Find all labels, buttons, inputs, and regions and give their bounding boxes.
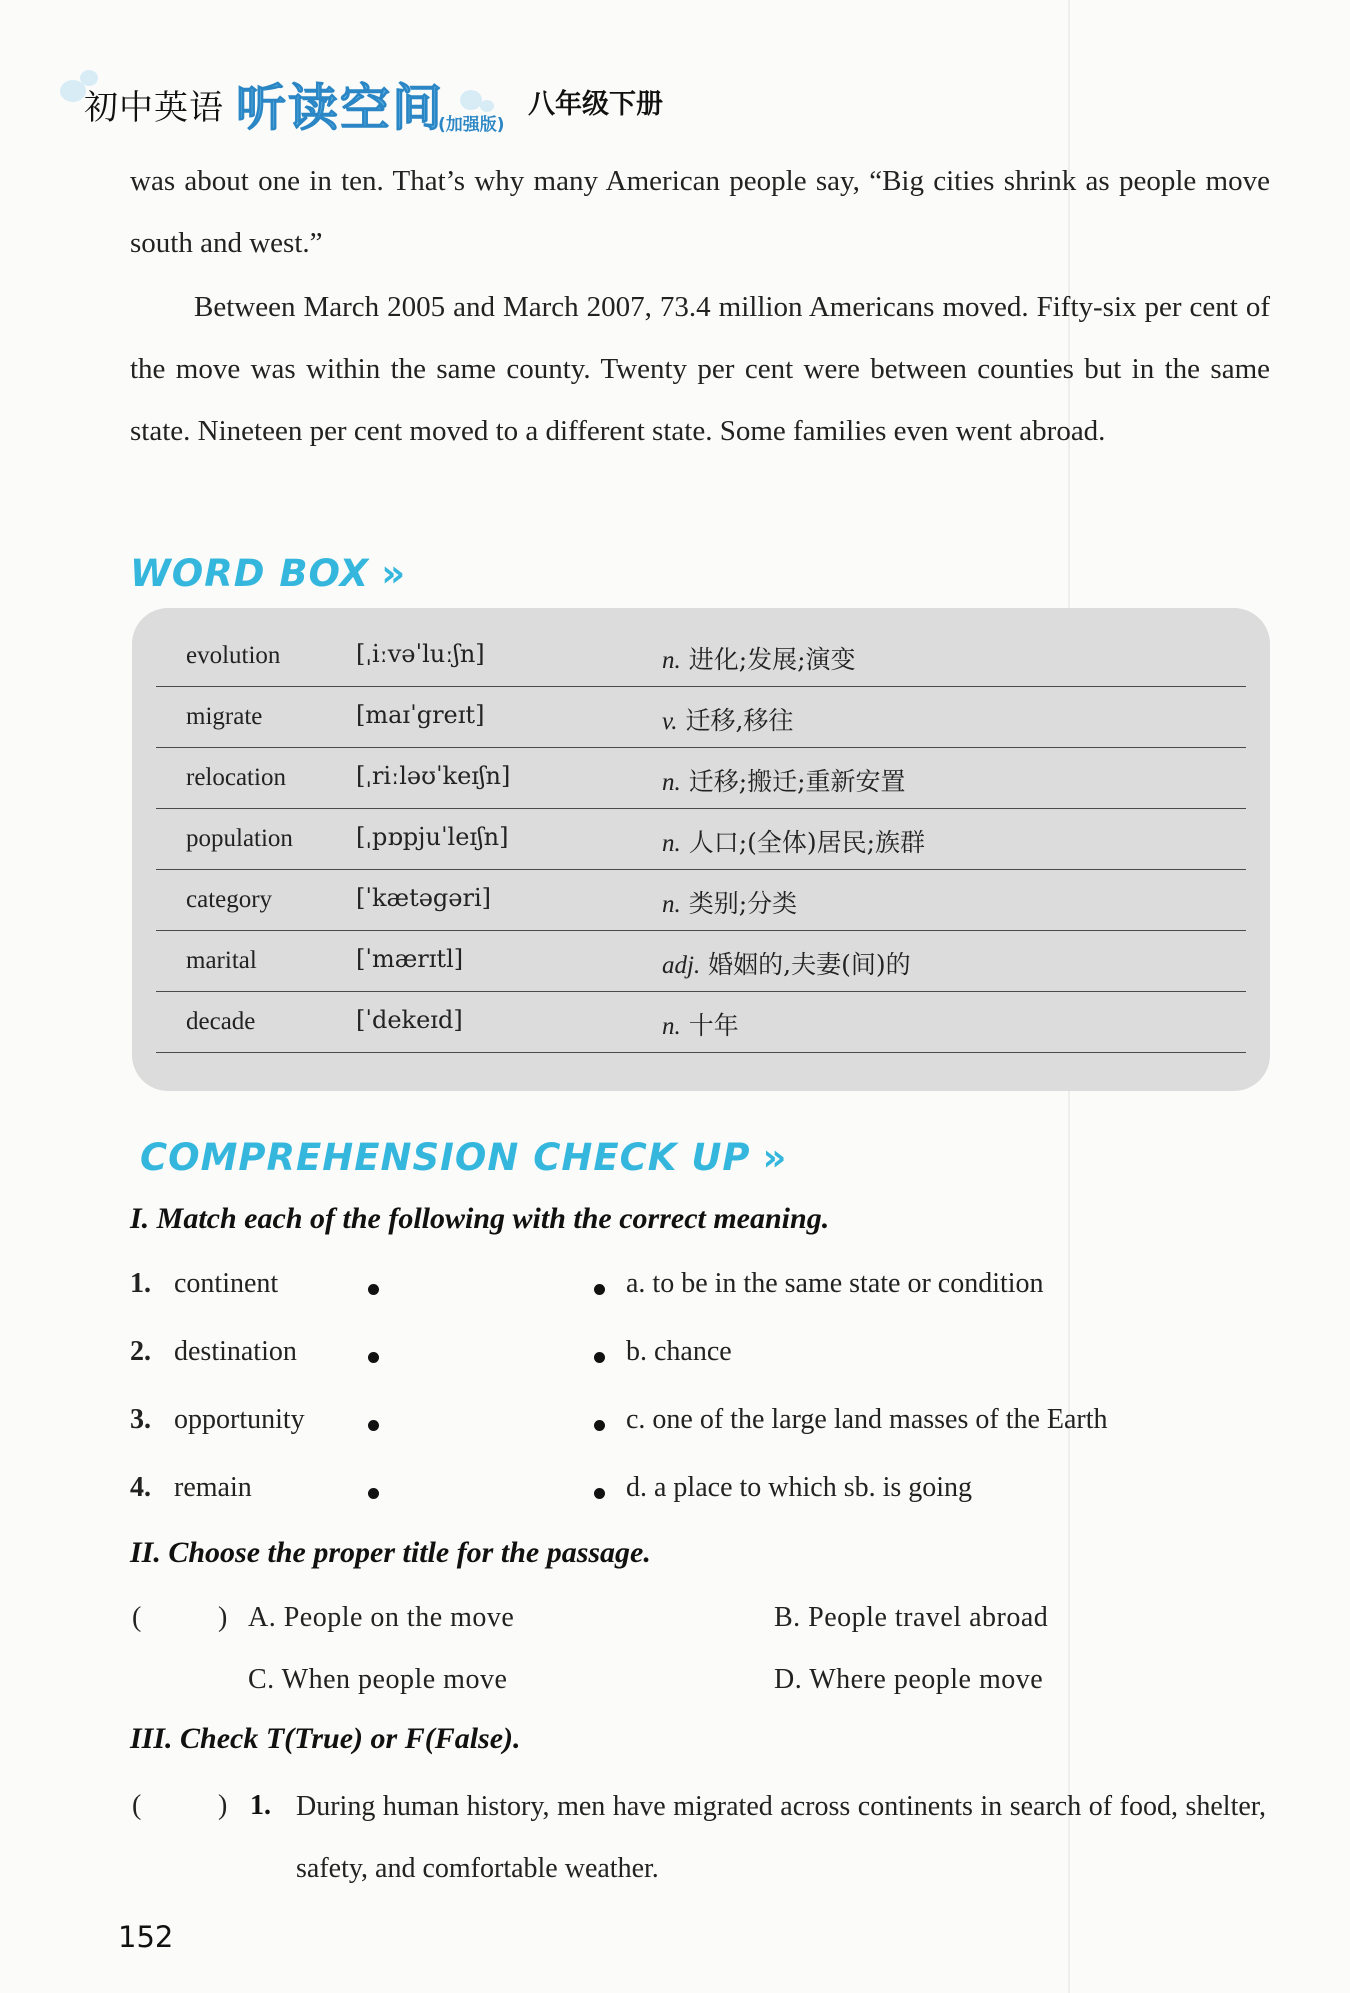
vocab-word: marital [186, 947, 257, 974]
vocab-phonetic: [ˌriːləʊˈkeɪʃn] [356, 762, 511, 790]
vocab-pos: v. [662, 708, 678, 735]
tf-item-number: 1. [250, 1790, 271, 1821]
option-d[interactable]: D. Where people move [774, 1664, 1044, 1695]
answer-paren-close[interactable]: ) [218, 1602, 228, 1633]
vocab-definition: 进化;发展;演变 [688, 645, 856, 674]
vocabulary-row [156, 687, 1246, 748]
paragraph: was about one in ten. That’s why many American people say, “Big cities shrink as people move south and west.” [130, 165, 1270, 259]
comprehension-title-text: COMPREHENSION CHECK UP [140, 1136, 751, 1179]
match-dot-left[interactable] [368, 1420, 379, 1431]
vocab-word: evolution [186, 642, 281, 669]
book-series-logo: 听读空间 [236, 79, 444, 137]
vocab-phonetic: [maɪˈgreɪt] [356, 701, 485, 729]
match-item [130, 1472, 1250, 1518]
part1-heading: I. Match each of the following with the correct meaning. [130, 1202, 830, 1235]
match-dot-right[interactable] [594, 1420, 605, 1431]
match-definition: a. to be in the same state or condition [626, 1268, 1044, 1299]
double-chevron-icon: » [762, 1136, 788, 1179]
vocab-pos: n. [662, 891, 681, 918]
word-box-title [130, 552, 406, 595]
match-dot-right[interactable] [594, 1284, 605, 1295]
book-header [60, 58, 760, 138]
vocab-word: relocation [186, 764, 286, 791]
match-item [130, 1336, 1250, 1382]
answer-paren-close[interactable]: ) [218, 1790, 228, 1821]
option-b[interactable]: B. People travel abroad [774, 1602, 1049, 1633]
vocab-word: decade [186, 1008, 256, 1035]
vocabulary-row [156, 931, 1246, 992]
vocab-phonetic: [ˌiːvəˈluːʃn] [356, 640, 485, 668]
vocab-meaning [662, 823, 925, 859]
vocab-meaning [662, 701, 793, 737]
vocab-word: category [186, 886, 273, 913]
vocab-definition: 人口;(全体)居民;族群 [688, 828, 926, 857]
vocab-phonetic: [ˌpɒpjuˈleɪʃn] [356, 823, 509, 851]
vocab-meaning [662, 762, 906, 798]
vocab-meaning [662, 1006, 739, 1042]
double-chevron-icon: » [381, 552, 407, 595]
vocab-meaning [662, 640, 856, 676]
vocabulary-row [156, 626, 1246, 687]
vocab-phonetic: [ˈmærɪtl] [356, 945, 464, 973]
vocabulary-row [156, 748, 1246, 809]
match-dot-right[interactable] [594, 1488, 605, 1499]
vocab-definition: 婚姻的,夫妻(间)的 [708, 950, 911, 979]
match-dot-left[interactable] [368, 1488, 379, 1499]
vocabulary-row [156, 809, 1246, 870]
vocab-word: population [186, 825, 293, 852]
match-number: 2. [130, 1336, 151, 1367]
match-word: opportunity [174, 1404, 305, 1435]
vocab-pos: adj. [662, 952, 701, 979]
book-edition: (加强版) [438, 115, 505, 135]
vocab-definition: 十年 [688, 1011, 739, 1040]
vocab-definition: 类别;分类 [688, 889, 798, 918]
vocab-pos: n. [662, 769, 681, 796]
vocab-pos: n. [662, 830, 681, 857]
tf-statement: During human history, men have migrated across continents in search of food, shelter, safety, and comfortable weather. [296, 1791, 1266, 1884]
word-box [132, 608, 1270, 1091]
book-grade: 八年级下册 [528, 89, 663, 120]
match-item [130, 1268, 1250, 1314]
vocab-phonetic: [ˈkætəgəri] [356, 884, 491, 912]
vocab-definition: 迁移,移往 [685, 706, 794, 735]
vocab-meaning [662, 884, 797, 920]
vocab-word: migrate [186, 703, 263, 730]
match-number: 4. [130, 1472, 151, 1503]
match-dot-left[interactable] [368, 1284, 379, 1295]
word-box-title-text: WORD BOX [130, 552, 370, 595]
page-number: 152 [118, 1920, 174, 1954]
vocab-pos: n. [662, 647, 681, 674]
book-subject: 初中英语 [84, 88, 224, 128]
vocabulary-row [156, 870, 1246, 931]
match-dot-left[interactable] [368, 1352, 379, 1363]
match-definition: b. chance [626, 1336, 732, 1367]
match-number: 1. [130, 1268, 151, 1299]
part3-heading: III. Check T(True) or F(False). [130, 1722, 521, 1755]
vocab-pos: n. [662, 1013, 681, 1040]
vocab-meaning [662, 945, 911, 981]
vocab-phonetic: [ˈdekeɪd] [356, 1006, 463, 1034]
vocab-definition: 迁移;搬迁;重新安置 [688, 767, 906, 796]
comprehension-title [140, 1136, 787, 1179]
match-word: continent [174, 1268, 279, 1299]
part2-heading: II. Choose the proper title for the passage. [130, 1536, 651, 1569]
vocabulary-table [156, 626, 1246, 1053]
option-c[interactable]: C. When people move [248, 1664, 508, 1695]
match-dot-right[interactable] [594, 1352, 605, 1363]
match-definition: c. one of the large land masses of the Earth [626, 1404, 1108, 1435]
match-word: destination [174, 1336, 297, 1367]
match-definition: d. a place to which sb. is going [626, 1472, 973, 1503]
match-number: 3. [130, 1404, 151, 1435]
answer-paren-open[interactable]: ( [132, 1602, 142, 1633]
vocabulary-row [156, 992, 1246, 1053]
match-word: remain [174, 1472, 252, 1503]
match-item [130, 1404, 1250, 1450]
answer-paren-open[interactable]: ( [132, 1790, 142, 1821]
paragraph: Between March 2005 and March 2007, 73.4 million Americans moved. Fifty-six per cent of the move was within the same county. Twenty per cent were between counties but in the same state. Nineteen per cent moved to a different state. Some families even went abroad. [130, 291, 1270, 447]
option-a[interactable]: A. People on the move [248, 1602, 515, 1633]
